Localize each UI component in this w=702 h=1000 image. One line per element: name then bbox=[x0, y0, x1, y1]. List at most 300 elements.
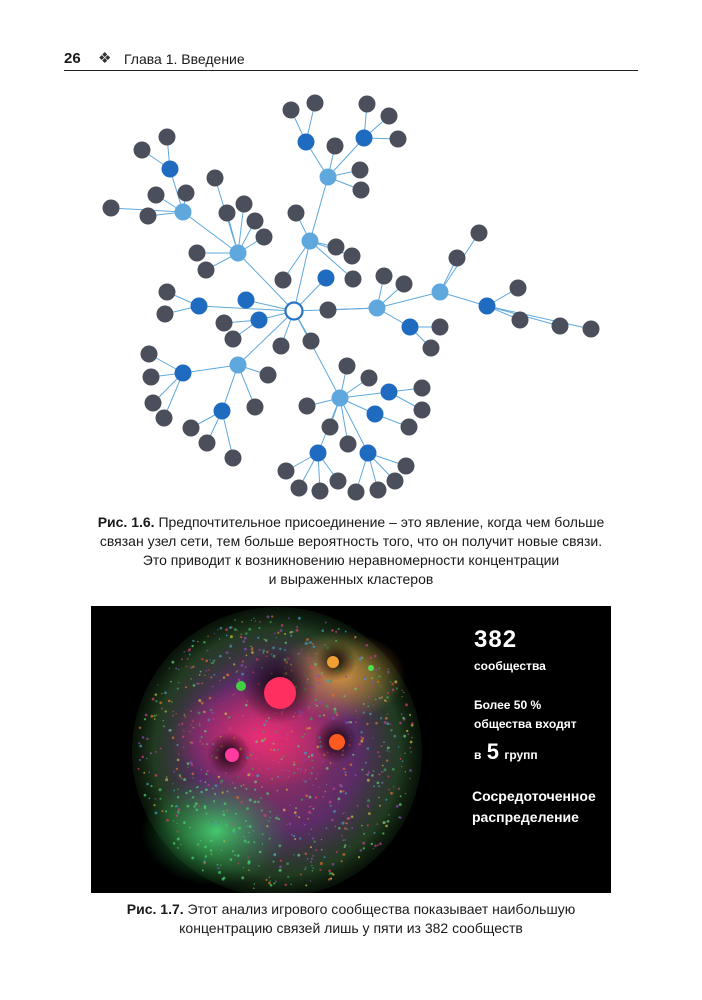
community-member-dot bbox=[230, 858, 233, 861]
community-member-dot bbox=[307, 653, 308, 654]
community-member-dot bbox=[200, 671, 202, 673]
community-member-dot bbox=[382, 832, 384, 834]
community-member-dot bbox=[313, 785, 314, 786]
community-member-dot bbox=[372, 686, 374, 688]
community-member-dot bbox=[354, 637, 355, 638]
community-member-dot bbox=[265, 639, 268, 642]
leaf-node bbox=[348, 484, 365, 501]
community-member-dot bbox=[148, 797, 150, 799]
leaf-node bbox=[387, 473, 404, 490]
community-member-dot bbox=[199, 674, 201, 676]
community-member-dot bbox=[235, 671, 237, 673]
community-member-dot bbox=[266, 792, 269, 795]
community-member-dot bbox=[183, 651, 185, 653]
community-member-dot bbox=[193, 684, 196, 687]
community-member-dot bbox=[247, 841, 249, 843]
distribution-line-1: Сосредоточенное bbox=[472, 788, 596, 804]
community-member-dot bbox=[315, 704, 316, 705]
leaf-node bbox=[141, 346, 158, 363]
community-member-dot bbox=[387, 671, 390, 674]
community-member-dot bbox=[344, 844, 346, 846]
community-member-dot bbox=[259, 851, 262, 854]
community-member-dot bbox=[304, 733, 306, 735]
community-member-dot bbox=[312, 837, 314, 839]
community-member-dot bbox=[360, 731, 362, 733]
community-member-dot bbox=[305, 853, 307, 855]
leaf-node bbox=[390, 131, 407, 148]
community-member-dot bbox=[246, 825, 247, 826]
community-member-dot bbox=[407, 733, 409, 735]
community-member-dot bbox=[312, 855, 314, 857]
community-member-dot bbox=[379, 774, 381, 776]
community-member-dot bbox=[330, 877, 332, 879]
community-member-dot bbox=[286, 789, 288, 791]
community-member-dot bbox=[213, 674, 215, 676]
community-member-dot bbox=[344, 839, 346, 841]
community-member-dot bbox=[259, 769, 260, 770]
community-member-dot bbox=[320, 676, 322, 678]
community-member-dot bbox=[375, 699, 376, 700]
community-member-dot bbox=[204, 807, 206, 809]
connected-node bbox=[318, 270, 335, 287]
community-member-dot bbox=[300, 874, 302, 876]
community-member-dot bbox=[226, 825, 228, 827]
community-member-dot bbox=[301, 798, 304, 801]
leaf-node bbox=[512, 312, 529, 329]
community-member-dot bbox=[277, 749, 279, 751]
community-member-dot bbox=[370, 657, 373, 660]
community-member-dot bbox=[187, 805, 190, 808]
community-member-dot bbox=[321, 839, 322, 840]
community-member-dot bbox=[142, 736, 145, 739]
community-member-dot bbox=[387, 668, 389, 670]
community-member-dot bbox=[342, 839, 343, 840]
community-member-dot bbox=[243, 867, 244, 868]
community-member-dot bbox=[251, 620, 252, 621]
community-member-dot bbox=[266, 879, 268, 881]
community-member-dot bbox=[288, 617, 290, 619]
community-member-dot bbox=[295, 815, 297, 817]
leaf-node bbox=[291, 480, 308, 497]
community-member-dot bbox=[192, 773, 195, 776]
community-member-dot bbox=[378, 785, 380, 787]
community-member-dot bbox=[206, 813, 208, 815]
community-member-dot bbox=[253, 618, 254, 619]
community-member-dot bbox=[146, 758, 147, 759]
community-member-dot bbox=[241, 876, 244, 879]
community-member-dot bbox=[381, 696, 383, 698]
community-member-dot bbox=[347, 818, 349, 820]
community-member-dot bbox=[271, 778, 273, 780]
community-member-dot bbox=[324, 856, 326, 858]
community-member-dot bbox=[254, 883, 256, 885]
community-member-dot bbox=[205, 670, 207, 672]
community-member-dot bbox=[172, 715, 174, 717]
community-member-dot bbox=[273, 749, 275, 751]
community-member-dot bbox=[321, 849, 323, 851]
community-member-dot bbox=[155, 693, 158, 696]
community-member-dot bbox=[224, 712, 227, 715]
community-member-dot bbox=[338, 628, 340, 630]
community-member-dot bbox=[311, 858, 312, 859]
community-member-dot bbox=[144, 794, 147, 797]
community-member-dot bbox=[189, 731, 190, 732]
connected-node bbox=[162, 161, 179, 178]
community-member-dot bbox=[329, 872, 332, 875]
community-member-dot bbox=[226, 651, 229, 654]
community-member-dot bbox=[152, 698, 155, 701]
community-member-dot bbox=[387, 692, 389, 694]
community-member-dot bbox=[304, 780, 306, 782]
leaf-node bbox=[143, 369, 160, 386]
community-member-dot bbox=[330, 762, 331, 763]
community-member-dot bbox=[187, 762, 190, 765]
community-member-dot bbox=[159, 701, 162, 704]
community-member-dot bbox=[271, 615, 273, 617]
community-member-dot bbox=[176, 744, 178, 746]
community-member-dot bbox=[177, 788, 178, 789]
leaf-node bbox=[471, 225, 488, 242]
community-member-dot bbox=[332, 874, 334, 876]
community-member-dot bbox=[293, 772, 295, 774]
community-member-dot bbox=[361, 739, 363, 741]
community-member-dot bbox=[223, 811, 224, 812]
community-member-dot bbox=[377, 782, 380, 785]
community-member-dot bbox=[234, 787, 236, 789]
community-member-dot bbox=[171, 701, 173, 703]
community-member-dot bbox=[293, 854, 295, 856]
community-member-dot bbox=[383, 742, 384, 743]
community-member-dot bbox=[154, 718, 156, 720]
community-member-dot bbox=[328, 869, 331, 872]
community-count: 382 bbox=[474, 626, 518, 653]
community-member-dot bbox=[230, 728, 232, 730]
community-member-dot bbox=[284, 769, 286, 771]
community-member-dot bbox=[367, 824, 369, 826]
community-member-dot bbox=[369, 713, 372, 716]
connected-node bbox=[356, 130, 373, 147]
community-member-dot bbox=[389, 723, 391, 725]
community-member-dot bbox=[322, 796, 324, 798]
community-member-dot bbox=[241, 633, 243, 635]
red-hub bbox=[264, 677, 296, 709]
community-member-dot bbox=[222, 791, 224, 793]
community-member-dot bbox=[234, 693, 235, 694]
community-member-dot bbox=[269, 811, 271, 813]
community-member-dot bbox=[378, 667, 380, 669]
community-member-dot bbox=[386, 696, 389, 699]
magenta-hub bbox=[225, 748, 239, 762]
community-member-dot bbox=[355, 721, 357, 723]
leaf-node bbox=[401, 419, 418, 436]
community-member-dot bbox=[326, 784, 327, 785]
community-member-dot bbox=[409, 778, 410, 779]
community-member-dot bbox=[258, 627, 260, 629]
community-member-dot bbox=[181, 723, 183, 725]
community-member-dot bbox=[155, 700, 157, 702]
community-member-dot bbox=[210, 709, 213, 712]
community-member-dot bbox=[304, 868, 306, 870]
community-member-dot bbox=[264, 738, 266, 740]
community-member-dot bbox=[343, 791, 345, 793]
caption-line: Предпочтительное присоединение – это явление, когда чем больше bbox=[154, 514, 605, 530]
community-member-dot bbox=[197, 843, 199, 845]
community-member-dot bbox=[326, 705, 329, 708]
community-member-dot bbox=[390, 792, 393, 795]
community-member-dot bbox=[201, 769, 202, 770]
community-member-dot bbox=[244, 637, 247, 640]
community-member-dot bbox=[190, 761, 193, 764]
community-member-dot bbox=[248, 869, 250, 871]
community-member-dot bbox=[319, 786, 321, 788]
community-member-dot bbox=[233, 663, 235, 665]
community-member-dot bbox=[321, 629, 324, 632]
community-member-dot bbox=[192, 777, 194, 779]
community-member-dot bbox=[341, 835, 343, 837]
community-member-dot bbox=[165, 810, 167, 812]
community-member-dot bbox=[254, 801, 257, 804]
community-member-dot bbox=[208, 669, 209, 670]
community-member-dot bbox=[401, 696, 402, 697]
community-member-dot bbox=[399, 722, 402, 725]
community-member-dot bbox=[392, 768, 395, 771]
connected-node bbox=[402, 319, 419, 336]
community-member-dot bbox=[249, 799, 252, 802]
community-member-dot bbox=[287, 824, 288, 825]
community-member-dot bbox=[405, 703, 408, 706]
leaf-node bbox=[414, 380, 431, 397]
community-member-dot bbox=[150, 785, 152, 787]
community-member-dot bbox=[232, 782, 234, 784]
community-member-dot bbox=[191, 741, 194, 744]
community-member-dot bbox=[316, 778, 317, 779]
community-member-dot bbox=[354, 687, 357, 690]
community-member-dot bbox=[332, 694, 335, 697]
community-member-dot bbox=[223, 877, 226, 880]
community-member-dot bbox=[191, 645, 193, 647]
community-member-dot bbox=[241, 715, 243, 717]
community-member-dot bbox=[266, 825, 268, 827]
community-member-dot bbox=[226, 810, 228, 812]
community-member-dot bbox=[398, 816, 400, 818]
community-member-dot bbox=[150, 752, 152, 754]
community-member-dot bbox=[402, 760, 404, 762]
community-member-dot bbox=[204, 674, 205, 675]
community-member-dot bbox=[210, 849, 213, 852]
community-member-dot bbox=[198, 699, 201, 702]
community-member-dot bbox=[254, 789, 256, 791]
community-member-dot bbox=[220, 780, 223, 783]
leaf-node bbox=[583, 321, 600, 338]
community-member-dot bbox=[390, 681, 392, 683]
community-member-dot bbox=[364, 677, 366, 679]
community-member-dot bbox=[161, 693, 162, 694]
community-member-dot bbox=[264, 639, 265, 640]
community-member-dot bbox=[306, 727, 309, 730]
community-member-dot bbox=[277, 776, 279, 778]
community-member-dot bbox=[305, 769, 306, 770]
community-member-dot bbox=[270, 749, 272, 751]
leaf-node bbox=[381, 108, 398, 125]
secondary-hub-node bbox=[230, 357, 247, 374]
community-member-dot bbox=[379, 755, 381, 757]
community-member-dot bbox=[231, 626, 233, 628]
community-member-dot bbox=[214, 794, 215, 795]
community-member-dot bbox=[199, 723, 201, 725]
community-member-dot bbox=[310, 846, 312, 848]
community-member-dot bbox=[220, 782, 221, 783]
community-member-dot bbox=[201, 658, 203, 660]
community-member-dot bbox=[238, 776, 239, 777]
leaf-node bbox=[307, 95, 324, 112]
community-member-dot bbox=[177, 831, 179, 833]
community-member-dot bbox=[284, 633, 286, 635]
community-member-dot bbox=[258, 865, 259, 866]
community-member-dot bbox=[386, 722, 389, 725]
connected-node bbox=[191, 298, 208, 315]
community-member-dot bbox=[346, 829, 347, 830]
connected-node bbox=[310, 445, 327, 462]
community-member-dot bbox=[287, 876, 289, 878]
community-member-dot bbox=[155, 798, 157, 800]
figure-1-6-caption bbox=[88, 513, 614, 589]
community-member-dot bbox=[205, 773, 207, 775]
community-member-dot bbox=[267, 768, 269, 770]
community-member-dot bbox=[372, 737, 373, 738]
community-member-dot bbox=[246, 807, 249, 810]
leaf-node bbox=[134, 142, 151, 159]
community-member-dot bbox=[319, 682, 321, 684]
community-member-dot bbox=[176, 768, 178, 770]
community-member-dot bbox=[367, 747, 370, 750]
community-member-dot bbox=[311, 754, 314, 757]
groups-number: 5 bbox=[486, 739, 499, 764]
community-member-dot bbox=[295, 807, 297, 809]
community-member-dot bbox=[179, 776, 181, 778]
community-member-dot bbox=[177, 838, 180, 841]
community-member-dot bbox=[199, 725, 201, 727]
community-member-dot bbox=[269, 838, 271, 840]
community-member-dot bbox=[177, 687, 179, 689]
community-member-dot bbox=[344, 827, 346, 829]
community-member-dot bbox=[304, 824, 306, 826]
community-member-dot bbox=[396, 688, 398, 690]
leaf-node bbox=[353, 182, 370, 199]
community-member-dot bbox=[209, 697, 212, 700]
community-member-dot bbox=[247, 774, 250, 777]
leaf-node bbox=[199, 435, 216, 452]
community-member-dot bbox=[343, 695, 345, 697]
community-member-dot bbox=[336, 851, 338, 853]
community-member-dot bbox=[392, 689, 395, 692]
community-member-dot bbox=[293, 761, 295, 763]
community-member-dot bbox=[344, 690, 346, 692]
small-green-hub bbox=[368, 665, 374, 671]
community-member-dot bbox=[246, 654, 248, 656]
leaf-node bbox=[345, 271, 362, 288]
community-member-dot bbox=[341, 860, 343, 862]
community-member-dot bbox=[319, 715, 321, 717]
groups-suffix: групп bbox=[504, 748, 538, 762]
community-member-dot bbox=[313, 840, 315, 842]
community-member-dot bbox=[251, 768, 253, 770]
community-member-dot bbox=[410, 715, 411, 716]
community-member-dot bbox=[155, 774, 158, 777]
community-member-dot bbox=[384, 768, 387, 771]
community-member-dot bbox=[245, 820, 247, 822]
community-member-dot bbox=[357, 805, 359, 807]
community-member-dot bbox=[200, 736, 202, 738]
community-member-dot bbox=[310, 880, 312, 882]
community-member-dot bbox=[210, 676, 212, 678]
community-member-dot bbox=[331, 819, 334, 822]
leaf-node bbox=[159, 284, 176, 301]
community-member-dot bbox=[238, 827, 241, 830]
community-member-dot bbox=[399, 803, 402, 806]
community-member-dot bbox=[355, 710, 357, 712]
community-member-dot bbox=[373, 785, 375, 787]
community-member-dot bbox=[259, 649, 261, 651]
community-member-dot bbox=[382, 765, 384, 767]
community-member-dot bbox=[298, 816, 300, 818]
leaf-node bbox=[361, 370, 378, 387]
community-member-dot bbox=[168, 700, 169, 701]
leaf-node bbox=[423, 340, 440, 357]
community-member-dot bbox=[363, 711, 365, 713]
leaf-node bbox=[328, 239, 345, 256]
community-member-dot bbox=[382, 782, 383, 783]
leaf-node bbox=[312, 483, 329, 500]
leaf-node bbox=[322, 419, 339, 436]
community-member-dot bbox=[363, 703, 365, 705]
community-member-dot bbox=[309, 834, 310, 835]
community-member-dot bbox=[213, 718, 215, 720]
community-member-dot bbox=[387, 746, 390, 749]
community-member-dot bbox=[144, 718, 146, 720]
community-member-dot bbox=[172, 736, 175, 739]
community-member-dot bbox=[358, 686, 360, 688]
community-member-dot bbox=[178, 753, 179, 754]
community-member-dot bbox=[252, 774, 254, 776]
community-member-dot bbox=[244, 840, 247, 843]
community-member-dot bbox=[159, 798, 161, 800]
community-member-dot bbox=[183, 746, 184, 747]
community-member-dot bbox=[374, 845, 377, 848]
community-member-dot bbox=[317, 774, 318, 775]
community-member-dot bbox=[237, 854, 240, 857]
community-member-dot bbox=[273, 861, 275, 863]
community-member-dot bbox=[308, 739, 310, 741]
community-member-dot bbox=[272, 759, 274, 761]
community-member-dot bbox=[192, 666, 194, 668]
leaf-node bbox=[273, 338, 290, 355]
community-member-dot bbox=[319, 869, 321, 871]
community-member-dot bbox=[391, 683, 394, 686]
community-member-dot bbox=[281, 770, 282, 771]
community-member-dot bbox=[368, 696, 369, 697]
secondary-hub-node bbox=[432, 284, 449, 301]
running-header bbox=[64, 50, 638, 70]
community-member-dot bbox=[360, 656, 362, 658]
community-member-dot bbox=[358, 856, 360, 858]
community-member-dot bbox=[305, 641, 306, 642]
community-member-dot bbox=[203, 641, 205, 643]
community-member-dot bbox=[312, 867, 314, 869]
community-member-dot bbox=[164, 692, 167, 695]
community-member-dot bbox=[373, 848, 374, 849]
community-member-dot bbox=[350, 763, 353, 766]
community-member-dot bbox=[335, 713, 338, 716]
